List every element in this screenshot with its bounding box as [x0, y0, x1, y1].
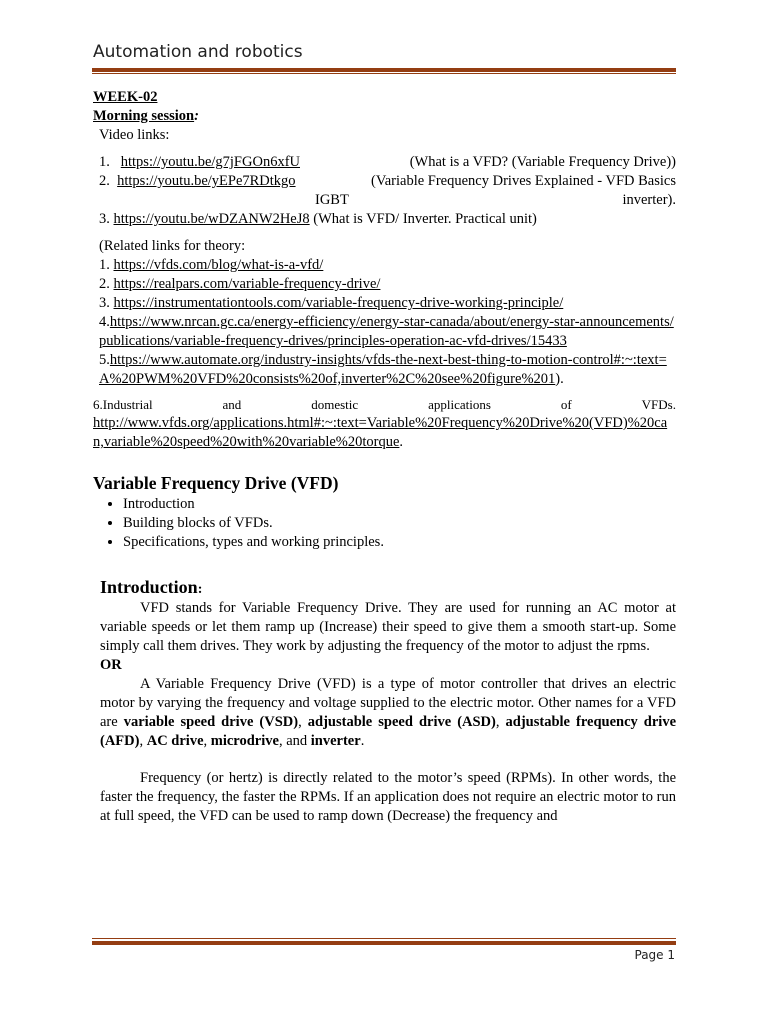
- term-asd: adjustable speed drive (ASD): [307, 714, 496, 730]
- video-link-2-description-inverter: inverter).: [622, 192, 676, 208]
- theory-link-5-suffix: ).: [555, 371, 564, 387]
- applications-heading-line: [93, 395, 676, 414]
- term-ac-drive: AC drive: [146, 733, 204, 749]
- document-body: [93, 88, 676, 826]
- applications-word: and: [222, 397, 242, 412]
- page-number: Page 1: [634, 948, 675, 962]
- theory-link-item-2: [99, 275, 676, 294]
- theory-link-item-1: [99, 256, 676, 275]
- intro-paragraph-1: VFD stands for Variable Frequency Drive. They are used for running an AC motor at variable speeds or let them ramp up (Increase) their speed to give them a smooth start-up. Some simply call them drives. They work by adjusting the frequency of the motor to adjust the rpms.: [100, 600, 676, 654]
- page-header-title: Automation and robotics: [93, 42, 303, 62]
- separator: ,: [139, 733, 147, 749]
- video-links-label: Video links:: [99, 127, 170, 143]
- video-link-2-description-igbt: IGBT: [315, 192, 349, 208]
- introduction-heading: [93, 578, 676, 599]
- video-link-1-description: (What is a VFD? (Variable Frequency Drive)): [409, 154, 676, 170]
- theory-link-item-3: [99, 294, 676, 313]
- applications-word: VFDs.: [641, 397, 676, 412]
- separator: ,: [495, 714, 506, 730]
- vfd-topic-item: • Specifications, types and working principles.: [123, 533, 676, 552]
- term-vsd: variable speed drive (VSD): [123, 714, 299, 730]
- theory-item-number: 3.: [99, 295, 110, 311]
- intro-paragraph-3: Frequency (or hertz) is directly related to the motor’s speed (RPMs). In other words, the faster the frequency, the faster the RPMs. If an application does not require an electric motor to run at full speed, the VFD can be used to ramp down (Decrease) the frequency and: [100, 770, 676, 824]
- period: .: [360, 733, 365, 749]
- applications-word: 6.Industrial: [93, 397, 153, 412]
- footer-rule-thin: [92, 938, 676, 939]
- theory-link-2[interactable]: https://realpars.com/variable-frequency-drive/: [113, 276, 381, 292]
- intro-paragraph-2-text: A Variable Frequency Drive (VFD) is a type of motor controller that drives an electric motor by varying the frequency and voltage supplied to the electric motor. Other names for a VFD are: [100, 676, 676, 730]
- video-link-item-1: [99, 153, 676, 172]
- header-rule-thick: [92, 68, 676, 72]
- term-inverter: inverter: [310, 733, 361, 749]
- video-link-item-2: [99, 172, 676, 191]
- header-rule-thin: [92, 73, 676, 74]
- vfd-section-title: Variable Frequency Drive (VFD): [93, 473, 339, 493]
- video-links-list: [93, 153, 676, 229]
- theory-link-item-4: [99, 313, 676, 351]
- theory-link-4[interactable]: https://www.nrcan.gc.ca/energy-efficiency/energy-star-canada/about/energy-star-announcements/publications/variable-frequency-drives/principles-operation-ac-vfd-drives/15433: [99, 314, 674, 349]
- video-link-3[interactable]: https://youtu.be/wDZANW2HeJ8: [113, 211, 310, 227]
- theory-links-label: (Related links for theory:: [99, 238, 246, 254]
- video-link-item-3: [99, 210, 676, 229]
- morning-session-colon: :: [194, 108, 199, 124]
- video-link-2-description: (Variable Frequency Drives Explained - VFD Basics: [371, 173, 676, 189]
- introduction-heading-text: Introduction: [100, 577, 198, 597]
- theory-link-1[interactable]: https://vfds.com/blog/what-is-a-vfd/: [113, 257, 324, 273]
- video-item-number: 2.: [99, 173, 110, 189]
- vfd-topic-item: • Building blocks of VFDs.: [123, 514, 676, 533]
- applications-word: domestic: [311, 397, 359, 412]
- vfd-topics-list: [93, 495, 676, 552]
- theory-item-number: 4.: [99, 314, 110, 330]
- morning-session-heading: [93, 107, 676, 126]
- applications-word: applications: [428, 397, 491, 412]
- intro-or-label: OR: [100, 657, 122, 673]
- term-microdrive: microdrive: [210, 733, 279, 749]
- video-link-1[interactable]: https://youtu.be/g7jFGOn6xfU: [120, 154, 300, 170]
- video-item-number: 3.: [99, 211, 110, 227]
- theory-link-5[interactable]: https://www.automate.org/industry-insights/vfds-the-next-best-thing-to-motion-control#:~:text=A%20PWM%20VFD%20consists%20of,inverter%2C%20see%20figure%201: [99, 352, 667, 387]
- vfd-topic-item: • Introduction: [123, 495, 676, 514]
- theory-link-3[interactable]: https://instrumentationtools.com/variable-frequency-drive-working-principle/: [113, 295, 564, 311]
- video-item-number: 1.: [99, 154, 110, 170]
- applications-word: of: [560, 397, 572, 412]
- theory-item-number: 2.: [99, 276, 110, 292]
- paragraph-gap: [100, 751, 676, 769]
- theory-item-number: 5.: [99, 352, 110, 368]
- theory-links-list: [93, 237, 676, 389]
- applications-block: [93, 395, 676, 452]
- separator: ,: [298, 714, 308, 730]
- introduction-heading-colon: :: [197, 582, 203, 597]
- theory-link-item-5: [99, 351, 676, 389]
- separator: ,: [203, 733, 211, 749]
- applications-link-suffix: .: [399, 434, 404, 450]
- theory-item-number: 1.: [99, 257, 110, 273]
- video-link-item-2-continued: [99, 191, 676, 210]
- term-afd: adjustable frequency drive (AFD): [100, 714, 677, 749]
- morning-session-text: Morning session: [93, 108, 195, 124]
- week-heading: WEEK-02: [93, 89, 158, 105]
- footer-rule-thick: [92, 941, 676, 945]
- applications-link[interactable]: http://www.vfds.org/applications.html#:~:text=Variable%20Frequency%20Drive%20(VFD)%20can,variable%20speed%20with%20variable%20torque: [93, 415, 668, 450]
- video-link-2[interactable]: https://youtu.be/yEPe7RDtkgo: [117, 173, 296, 189]
- introduction-body: [93, 599, 676, 826]
- applications-link-line: [93, 414, 676, 452]
- video-link-3-description: (What is VFD/ Inverter. Practical unit): [313, 211, 537, 227]
- separator: , and: [278, 733, 311, 749]
- intro-paragraph-2: [100, 675, 676, 751]
